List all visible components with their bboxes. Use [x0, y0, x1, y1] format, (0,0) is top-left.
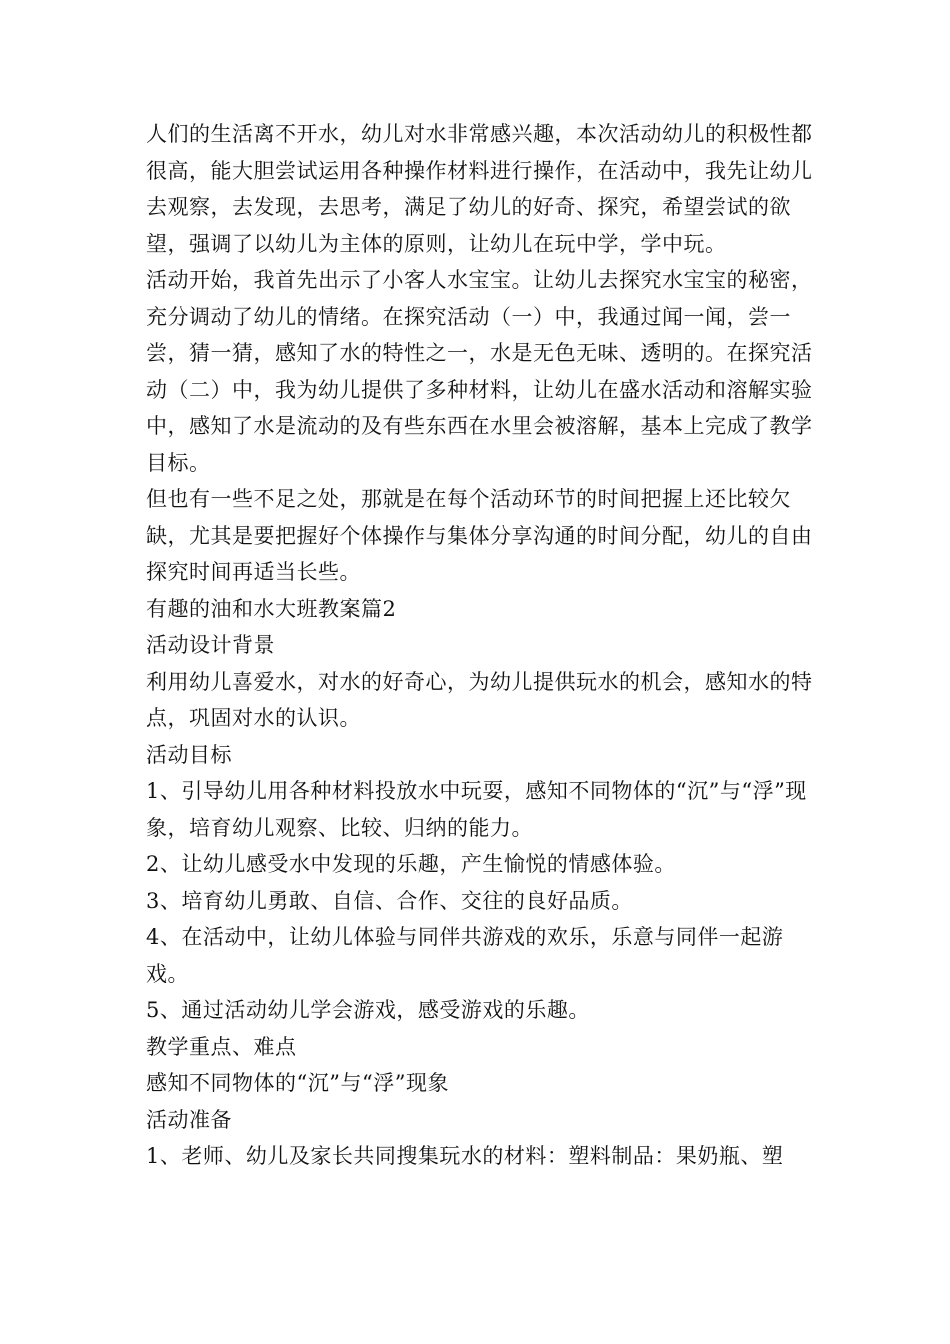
section-heading-background: 活动设计背景	[146, 633, 275, 657]
document-page	[146, 116, 826, 1175]
section-heading-preparation: 活动准备	[146, 1107, 232, 1132]
goal-item-1: 1、引导幼儿用各种材料投放水中玩耍，感知不同物体的“沉”与“浮”现象，培育幼儿观察、比较、归纳的能力。	[146, 779, 807, 840]
key-points-paragraph: 感知不同物体的“沉”与“浮”现象	[146, 1071, 449, 1095]
goal-item-3: 3、培育幼儿勇敢、自信、合作、交往的良好品质。	[146, 888, 633, 913]
goal-item-5: 5、通过活动幼儿学会游戏，感受游戏的乐趣。	[146, 998, 590, 1022]
preparation-item-1: 1、老师、幼儿及家长共同搜集玩水的材料：塑料制品：果奶瓶、塑	[146, 1144, 784, 1168]
goal-item-2: 2、让幼儿感受水中发现的乐趣，产生愉悦的情感体验。	[146, 852, 676, 876]
background-paragraph: 利用幼儿喜爱水，对水的好奇心，为幼儿提供玩水的机会，感知水的特点，巩固对水的认识。	[146, 669, 813, 730]
reflection-paragraph-2: 活动开始，我首先出示了小客人水宝宝。让幼儿去探究水宝宝的秘密，充分调动了幼儿的情绪。在探究活动（一）中，我通过闻一闻，尝一尝，猜一猜，感知了水的特性之一，水是无色无味、透明的。在探究活动（二）中，我为幼儿提供了多种材料，让幼儿在盛水活动和溶解实验中，感知了水是流动的及有些东西在水里会被溶解，基本上完成了教学目标。	[146, 268, 813, 475]
goal-item-4: 4、在活动中，让幼儿体验与同伴共游戏的欢乐，乐意与同伴一起游戏。	[146, 925, 784, 986]
reflection-paragraph-3: 但也有一些不足之处，那就是在每个活动环节的时间把握上还比较欠缺，尤其是要把握好个体操作与集体分享沟通的时间分配，幼儿的自由探究时间再适当长些。	[146, 487, 813, 584]
lesson-plan-title: 有趣的油和水大班教案篇2	[146, 596, 397, 621]
reflection-paragraph-1: 人们的生活离不开水，幼儿对水非常感兴趣，本次活动幼儿的积极性都很高，能大胆尝试运用各种操作材料进行操作，在活动中，我先让幼儿去观察，去发现，去思考，满足了幼儿的好奇、探究，希望尝试的欲望，强调了以幼儿为主体的原则，让幼儿在玩中学，学中玩。	[146, 122, 813, 256]
section-heading-key-points: 教学重点、难点	[146, 1034, 297, 1059]
section-heading-goals: 活动目标	[146, 742, 232, 767]
